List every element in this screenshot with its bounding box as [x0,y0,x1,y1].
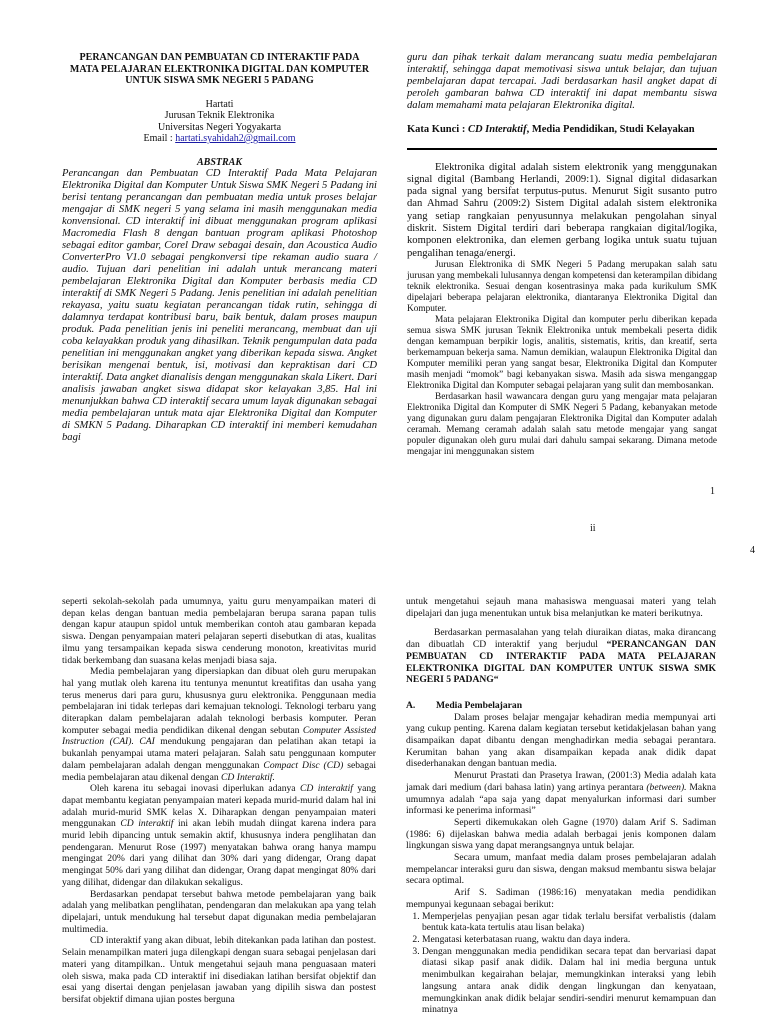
email-label: Email : [143,133,176,144]
text-run: Oleh karena itu sebagai inovasi diperlukan adanya [90,783,300,795]
text-run: CD interaktif [299,783,353,795]
list-item: 2. Mengatasi keterbatasan ruang, waktu dan daya indera. [422,934,716,946]
page2-right-column [406,596,716,1016]
text-run: ini akan lebih mudah diingat karena indera para murid lebih dipancing untuk semakin aktif, khususnya indera penglihatan dan pendengaran. Menurut Rose (1997) menyatakan bahwa orang hanya mampu mengingat 20% dari yang dilihat dan 30% dari yang didengar, Orang dapat mengingat 50% dari yang dilihat dan didengar, Orang dapat mengingat 80% dari yang dilihat, didengar dan dilakukan sekaligus. [62,818,377,888]
page1-right-column [407,52,717,458]
body-paragraph [62,783,376,888]
text-run: Menurut Prastati dan Prasetya Irawan, (2001:3) Media adalah kata jamak dari medium (dari bahasa latin) yang artinya perantara [406,770,716,793]
keywords-divider [407,148,717,150]
paper-title [62,52,377,87]
abstract-text: Perancangan dan Pembuatan CD Interaktif Pada Mata Pelajaran Elektronika Digital dan Komputer Untuk Siswa SMK Negeri 5 Padang ini berisi tentang perancangan dan pembuatan media untuk proses belajar mengajar di SMK negeri 5 yang selama ini masih menggunakan media konvensional. CD interaktif ini dibuat menggunakan program aplikasi Macromedia Flash 8 dengan bantuan program aplikasi Photoshop sebagai editor gambar, Corel Draw sebagai desain, dan Acoustica Audio ConverterPro V1.0 sebagai pengkonversi tipe rekaman audio suara / audio. Tujuan dari penelitian ini adalah untuk merancang materi pembelajaran Elektronika Digital dan Komputer berbasis media CD interaktif di SMK Negeri 5 Padang. Jenis penelitian ini adalah penelitian rekayasa, yaitu suatu kegiatan perancangan tidak rutin, sehingga di dalamnya terdapat kontribusi baru, baik bentuk, dalam proses maupun produk. Pada penelitian jenis ini peneliti merancang, membuat dan uji coba kelayakkan produk yang dihasilkan. Teknik pengumpulan data pada penelitian ini menggunakan angket yang diberikan kepada siswa. Angket berisikan mengenai bentuk, isi, motivasi dan kepraktisan dari CD interaktif. Data angket dianalisis dengan menggunakan skala Likert. Dari analisis jawaban angket siswa didapat skor kelayakan 3,85. Hal ini menunjukkan bahwa CD interaktif secara umum layak digunakan sebagai media pembelajaran untuk mata ajar Elektronika Digital dan Komputer di SMKN 5 Padang. Diharapkan CD interaktif ini memberi kemudahan bagi [62,168,377,443]
keywords-rest: , Media Pendidikan, Studi Kelayakan [526,124,695,135]
text-run: Berdasarkan permasalahan yang telah diuraikan diatas, maka dirancang dan dibuatlah CD interaktif yang berjudul [406,627,716,651]
body-paragraph: seperti sekolah-sekolah pada umumnya, yaitu guru menyampaikan materi di depan kelas dengan bantuan media pembelajaran berupa sarana papan tulis dengan kapur ataupun spidol untuk memberikan contoh atau gambaran kepada siswa. Dengan penyampaian materi pelajaran seperti disebutkan di atas, kualitas ilmu yang tersampaikan kepada siswa cenderung monoton, kreativitas murid tidak berkembang dan suasana kelas menjadi biasa saja. [62,596,376,666]
list-item: 1. Memperjelas penyajian pesan agar tidak terlalu bersifat verbalistis (dalam bentuk kata-kata tertulis atau lisan belaka) [422,911,716,934]
abstract-continued: guru dan pihak terkait dalam merancang suatu media pembelajaran interaktif, sehingga dapat memotivasi siswa untuk belajar, dan tujuan pembelajaran dapat tercapai. Jadi berdasarkan hasil angket dapat di peroleh gambaran bahwa CD interaktif ini dapat membantu siswa dalam memahami mata pelajaran Elektronika digital. [407,52,717,111]
text-run: CD Interaktif. [221,771,275,783]
author-university: Universitas Negeri Yogyakarta [157,121,282,133]
title-line: PERANCANGAN DAN PEMBUATAN CD INTERAKTIF PADA [79,52,360,63]
body-paragraph: Berdasarkan pendapat tersebut bahwa metode pembelajaran yang baik adalah yang melibatkan penglihatan, pendengaran dan melakukan apa yang telah dipelajari, untuk mendukung hal tersebut dapat digunakan media pembelajaran multimedia. [62,888,376,935]
keyword-italic: CD Interaktif [467,124,527,135]
title-line: MATA PELAJARAN ELEKTRONIKA DIGITAL DAN KOMPUTER [69,63,370,75]
author-email-line [62,133,377,145]
body-paragraph: Berdasarkan hasil wawancara dengan guru yang mengajar mata pelajaran Elektronika Digital dan Komputer di SMK Negeri 5 Padang, kebanyakan metode yang digunakan guru dalam pengajaran Elektronika Digital dan Komputer adalah ceramah. Memang ceramah adalah salah satu metode mengajar yang sangat populer digunakan oleh guru mulai dari dahulu sampai sekarang. Dimana metode mengajar ini menggunakan sistem [407,391,717,457]
keywords [407,124,717,136]
title-line: UNTUK SISWA SMK NEGERI 5 PADANG [125,75,314,86]
body-paragraph: Secara umum, manfaat media dalam proses pembelajaran adalah mempelancar interaksi guru dan siswa, dengan maksud membantu siswa belajar secara optimal. [406,852,716,887]
author-department: Jurusan Teknik Elektronika [164,110,275,121]
keywords-label: Kata Kunci : [407,124,468,135]
email-link[interactable]: hartati.syahidah2@gmail.com [175,133,296,144]
text-run: (between). [646,781,687,793]
body-paragraph [406,627,716,686]
list-item: 3. Dengan menggunakan media pendidikan secara tepat dan bervariasi dapat diatasi sikap pasif anak didik. Dalam hal ini media berguna untuk menimbulkan kegairahan belajar, memungkinkan interaksi yang lebih langsung antara anak didik dengan lingkungan dan kenyataan, memungkinkan anak didik belajar sendiri-sendiri menurut kemampuan dan minatnya [422,946,716,1016]
abstract-heading: ABSTRAK [196,156,243,168]
body-paragraph: Jurusan Elektronika di SMK Negeri 5 Padang merupakan salah satu jurusan yang membekali lulusannya dengan kompetensi dan keterampilan dibidang teknik elektronika. Sesuai dengan kosentrasinya maka pada kurikulum SMK dipelajari beberapa pelajaran elektronika, diantaranya Elektronika Digital dan Komputer. [407,259,717,314]
text-run: Computer Assisted Instruction (CAI). CAI [62,724,376,748]
text-run: Makna umumnya adalah “apa saja yang dapat menyalurkan informasi dari sumber informasi ke penerima informasi” [406,781,716,817]
intro-paragraph: Elektronika digital adalah sistem elektronik yang menggunakan signal digital (Bambang Herlandi, 2009:1). Signal digital didasarkan pada signal yang bersifat terputus-putus. Menurut Sigit susanto putro dan Ahmad Sahru (2009:2) Sistem Digital adalah sistem elektronika yang setiap rangkaian penyusunnya melakukan pengolahan sinyal diskrit. Sistem Digital terdiri dari beberapa rangkaian digital/logika, komponen elektronika, dan elemen gerbang logika untuk suatu tujuan pengalihan tenaga/energi. [407,161,717,259]
bold-title-run: “PERANCANGAN DAN PEMBUATAN CD INTERAKTIF PADA MATA PELAJARAN ELEKTRONIKA DIGITAL DAN KOMPUTER UNTUK SISWA SMK NEGERI 5 PADANG“ [406,639,716,686]
text-run: CD interaktif [120,818,174,830]
body-paragraph: Arif S. Sadiman (1986:16) menyatakan media pendidikan mempunyai kegunaan sebagai berikut: [406,887,716,910]
body-paragraph: untuk mengetahui sejauh mana mahasiswa menguasai materi yang telah dipelajari dan juga menentukan untuk bisa melanjutkan ke materi berikutnya. [406,596,716,619]
body-paragraph: Dalam proses belajar mengajar kehadiran media mempunyai arti yang cukup penting. Karena dalam kegiatan tersebut ketidakjelasan bahan yang disampaikan dapat dibantu dengan menghadirkan media sebagai perantara. Kerumitan bahan yang akan disampaikan kepada anak didik dapat disederhanakan dengan bantuan media. [406,711,716,770]
body-paragraph: Seperti dikemukakan oleh Gagne (1970) dalam Arif S. Sadiman (1986: 6) dijelaskan bahwa media adalah berbagai jenis komponen dalam lingkungan siswa yang dapat merangsangnya untuk belajar. [406,816,716,852]
page1-left-column [62,52,377,444]
page2-left-column [62,596,376,1006]
text-run: sebagai media pembelajaran atau dikenal dengan [62,759,376,783]
roman-page-number: ii [590,523,596,534]
page-separator [0,560,768,586]
benefits-list [406,911,716,1016]
section-number: A. [406,699,416,711]
body-paragraph: Mata pelajaran Elektronika Digital dan komputer perlu diberikan kepada semua siswa SMK jurusan Teknik Elektronika untuk membekali peserta didik dengan kemampuan berpikir logis, analitis, sistematis, kritis, dan kreatif, serta berkemampuan bekerja sama. Namun demikian, walaupun Elektronika Digital dan Komputer memiliki peran yang sangat besar, Elektronika Digital dan Komputer masih menjadi “momok” bagi kebanyakan siswa. Masih ada siswa menganggap Elektronika Digital dan Komputer sebagai pelajaran yang sulit dan membosankan. [407,314,717,391]
text-run: yang dapat membantu kegiatan penyampaian materi kepada murid-murid dalam hal ini adalah murid-murid SMK kelas X. Diharapkan dengan penyampaian materi menggunakan [62,783,376,830]
body-paragraph [62,666,376,783]
side-page-number: 4 [750,545,755,556]
section-title: Media Pembelajaran [436,699,523,711]
document-page-2 [0,586,768,1024]
author-name: Hartati [205,98,234,110]
text-run: Media pembelajaran yang dipersiapkan dan dibuat oleh guru merupakan hal yang mutlak oleh karena itu tentunya menuntut kreatifitas dan usaha yang terus menerus dari para guru, khususnya guru elektronika. Penggunaan media pembelajaran ini tidak terlepas dari kemajuan teknologi. Teknologi terbaru yang diterapkan dalam pembelajaran adalah teknologi berbasis komputer. Peran komputer sebagai media pendidikan dikenal dengan sebutan [62,666,376,736]
text-run: mendukung pengajaran dan pelatihan akan tetapi ia bukanlah penyampai utama materi pelajaran. Salah satu penggunaan komputer dalam pembelajaran adalah dengan menggunakan [62,736,376,771]
page-number: 1 [710,486,715,497]
body-paragraph [406,770,716,817]
body-paragraph: CD interaktif yang akan dibuat, lebih ditekankan pada latihan dan postest. Selain menampilkan materi juga dilengkapi dengan suara sebagai penjelasan dari materi yang ditampilkan.. Untuk mengetahui sejauh mana penguasaan materi oleh siswa, maka pada CD interaktif ini disediakan latihan bersifat objektif dan esai yang disertai dengan penjelasan jawaban yang dipilih siswa dan postest bersifat objektif dimana ujian postes berguna [62,935,376,1005]
section-heading [406,700,716,712]
text-run: Compact Disc (CD) [263,759,344,771]
